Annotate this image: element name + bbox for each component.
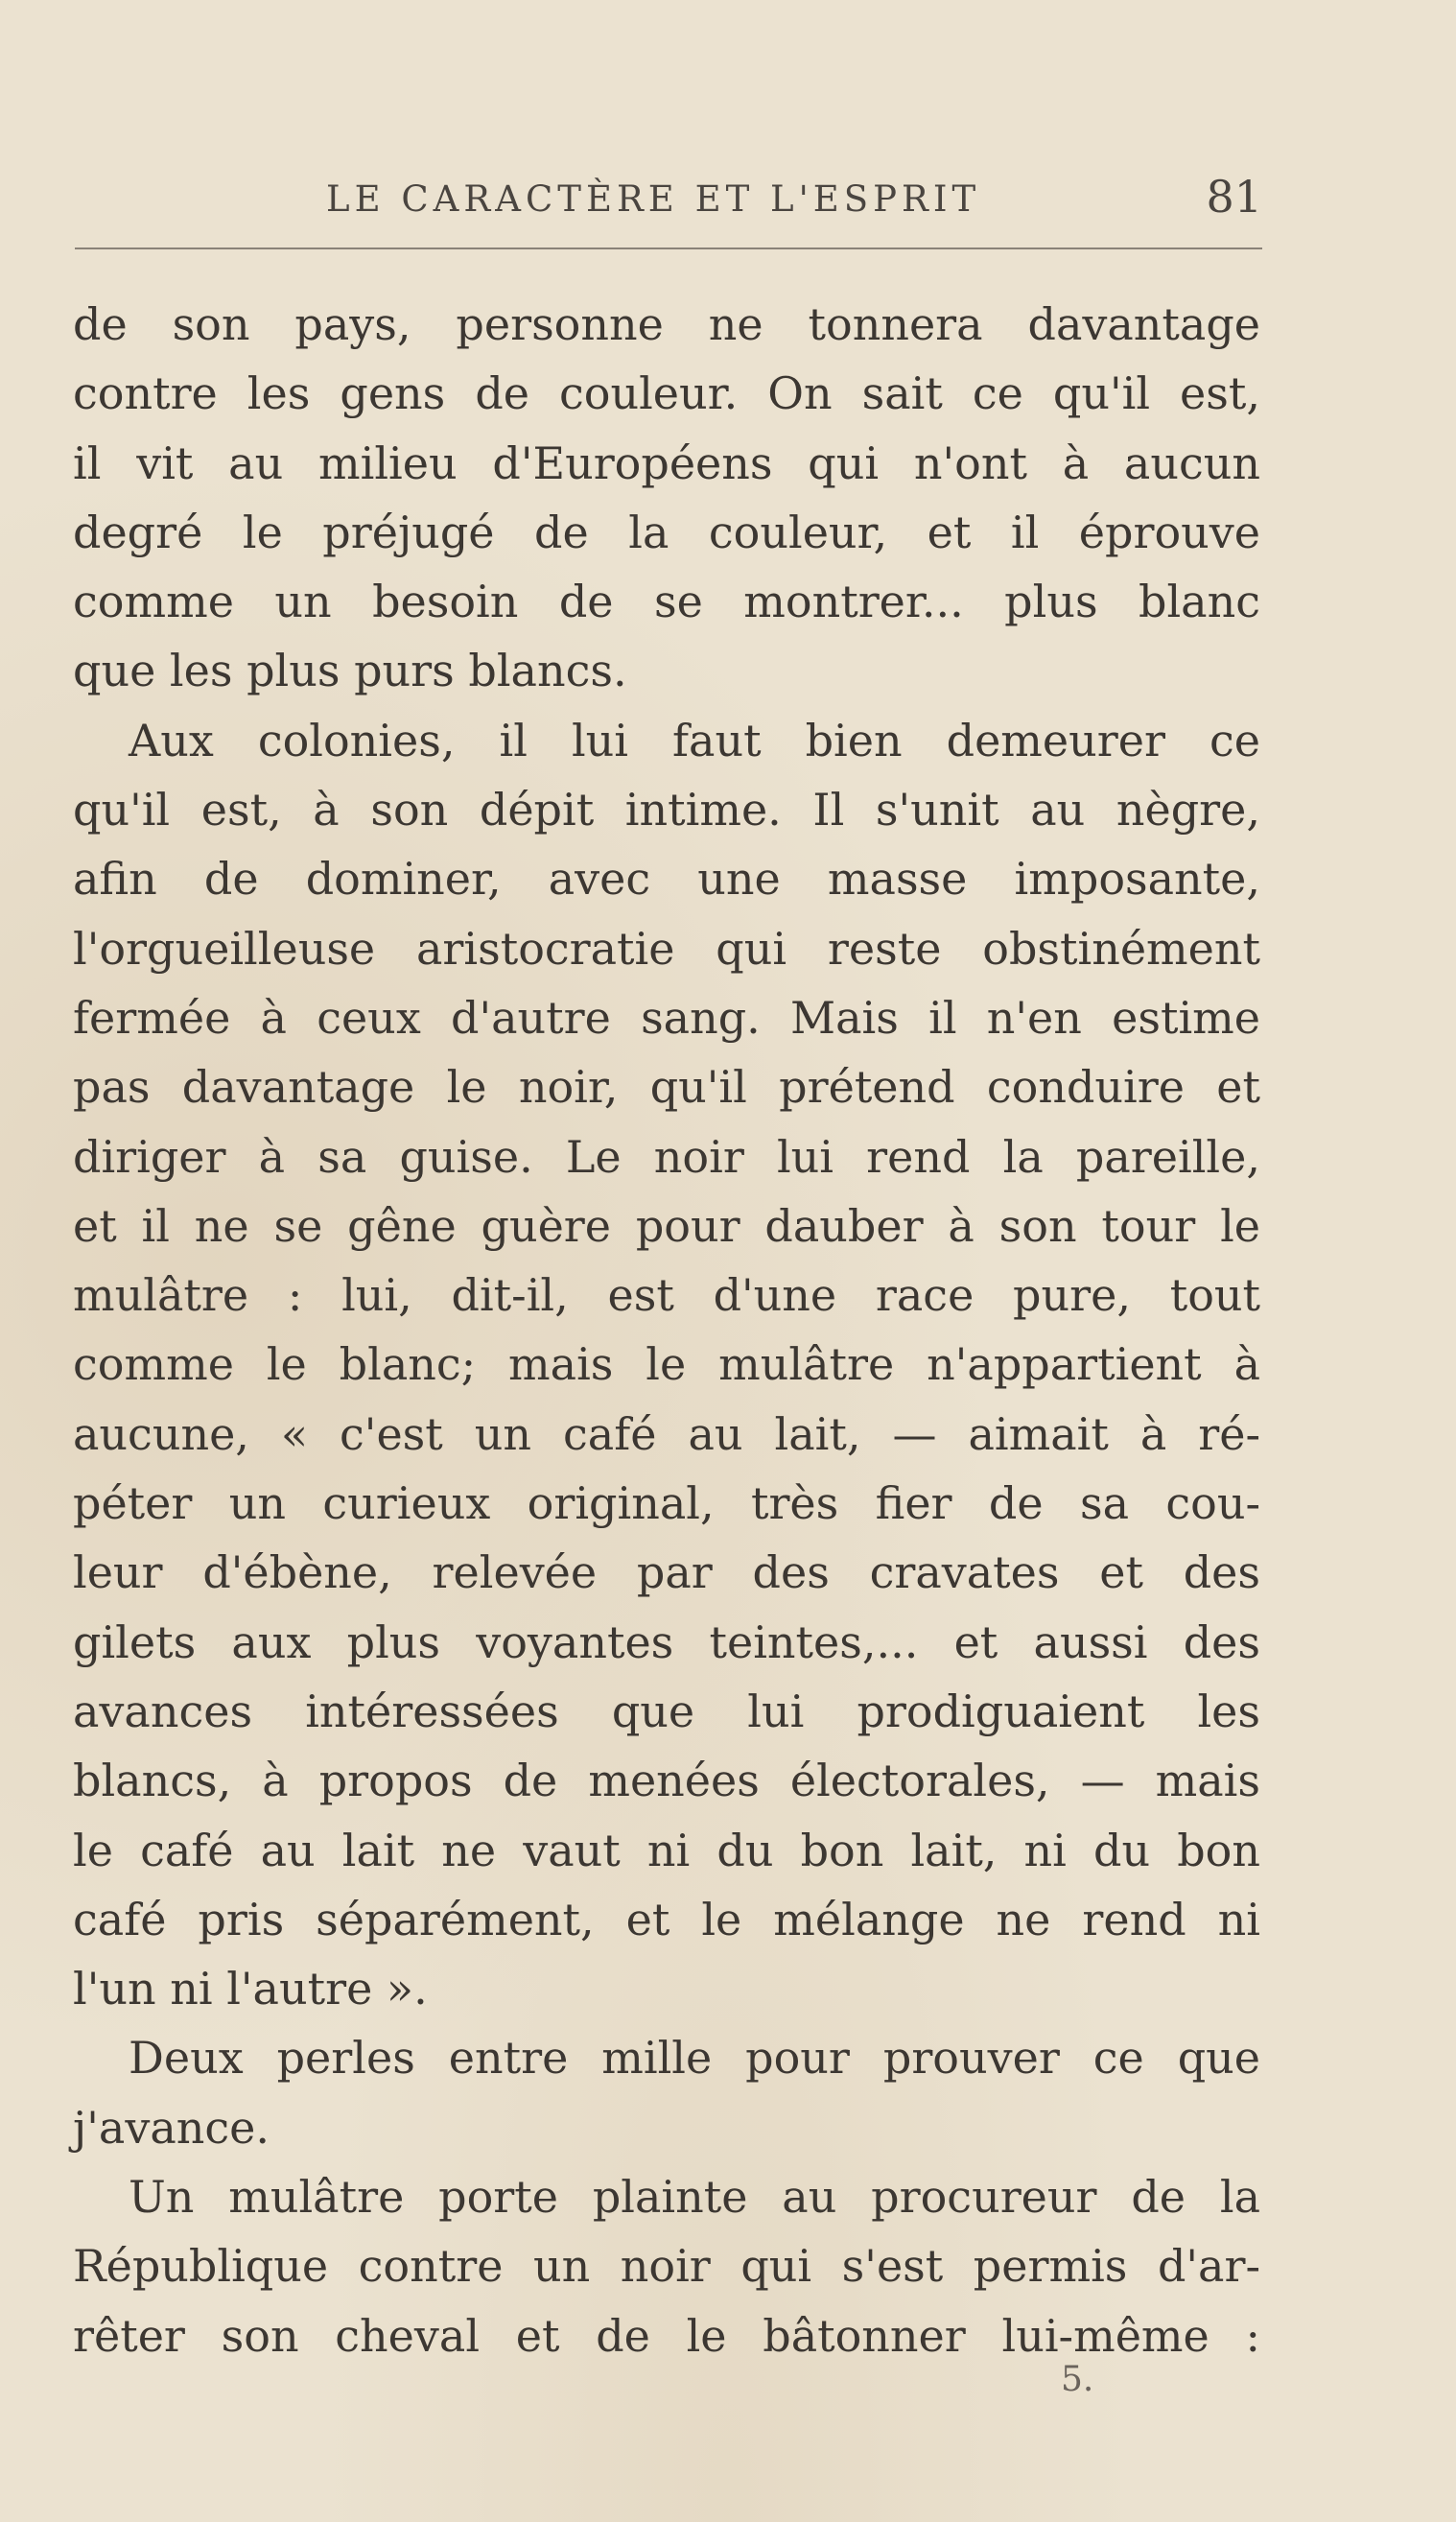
page-header: [75, 171, 1262, 228]
text-line: comme le blanc; mais le mulâtre n'appartient à: [73, 1338, 1260, 1391]
text-line: mulâtre : lui, dit-il, est d'une race pure, tout: [73, 1269, 1260, 1322]
text-line: Deux perles entre mille pour prouver ce que: [129, 2032, 1260, 2085]
text-line: rêter son cheval et de le bâtonner lui-même :: [73, 2309, 1260, 2362]
text-line: l'un ni l'autre ».: [73, 1963, 428, 2015]
text-line: péter un curieux original, très fier de sa cou-: [73, 1477, 1260, 1530]
text-line: il vit au milieu d'Européens qui n'ont à aucun: [73, 436, 1260, 489]
text-line: blancs, à propos de menées électorales, — mais: [73, 1755, 1260, 1807]
text-line: l'orgueilleuse aristocratie qui reste obstinément: [73, 922, 1260, 975]
text-line: j'avance.: [73, 2101, 270, 2154]
text-line: pas davantage le noir, qu'il prétend conduire et: [73, 1061, 1260, 1114]
text-line: de son pays, personne ne tonnera davantage: [73, 298, 1260, 350]
signature-mark: 5.: [1061, 2360, 1094, 2399]
text-line: leur d'ébène, relevée par des cravates et des: [73, 1546, 1260, 1599]
text-line: République contre un noir qui s'est permis d'ar-: [73, 2240, 1260, 2293]
text-line: gilets aux plus voyantes teintes,... et aussi des: [73, 1615, 1260, 1668]
text-line: le café au lait ne vaut ni du bon lait, ni du bon: [73, 1824, 1260, 1876]
body-text: [73, 290, 1260, 2370]
text-line: afin de dominer, avec une masse imposante,: [73, 853, 1260, 906]
text-line: aucune, « c'est un café au lait, — aimait à ré-: [73, 1407, 1260, 1460]
text-line: Aux colonies, il lui faut bien demeurer ce: [129, 714, 1260, 766]
header-rule: [75, 247, 1262, 249]
text-line: que les plus purs blancs.: [73, 645, 627, 697]
text-line: avances intéressées que lui prodiguaient les: [73, 1685, 1260, 1737]
running-head: LE CARACTÈRE ET L'ESPRIT: [326, 178, 981, 220]
text-line: café pris séparément, et le mélange ne rend ni: [73, 1893, 1260, 1945]
text-line: et il ne se gêne guère pour dauber à son tour le: [73, 1199, 1260, 1252]
text-line: contre les gens de couleur. On sait ce qu'il est,: [73, 367, 1260, 420]
text-line: degré le préjugé de la couleur, et il éprouve: [73, 506, 1260, 558]
text-line: diriger à sa guise. Le noir lui rend la pareille,: [73, 1130, 1260, 1183]
text-line: Un mulâtre porte plainte au procureur de la: [129, 2171, 1260, 2224]
text-line: qu'il est, à son dépit intime. Il s'unit au nègre,: [73, 784, 1260, 837]
text-line: fermée à ceux d'autre sang. Mais il n'en estime: [73, 991, 1260, 1044]
text-line: comme un besoin de se montrer... plus blanc: [73, 576, 1260, 628]
page-number: 81: [1206, 171, 1262, 223]
